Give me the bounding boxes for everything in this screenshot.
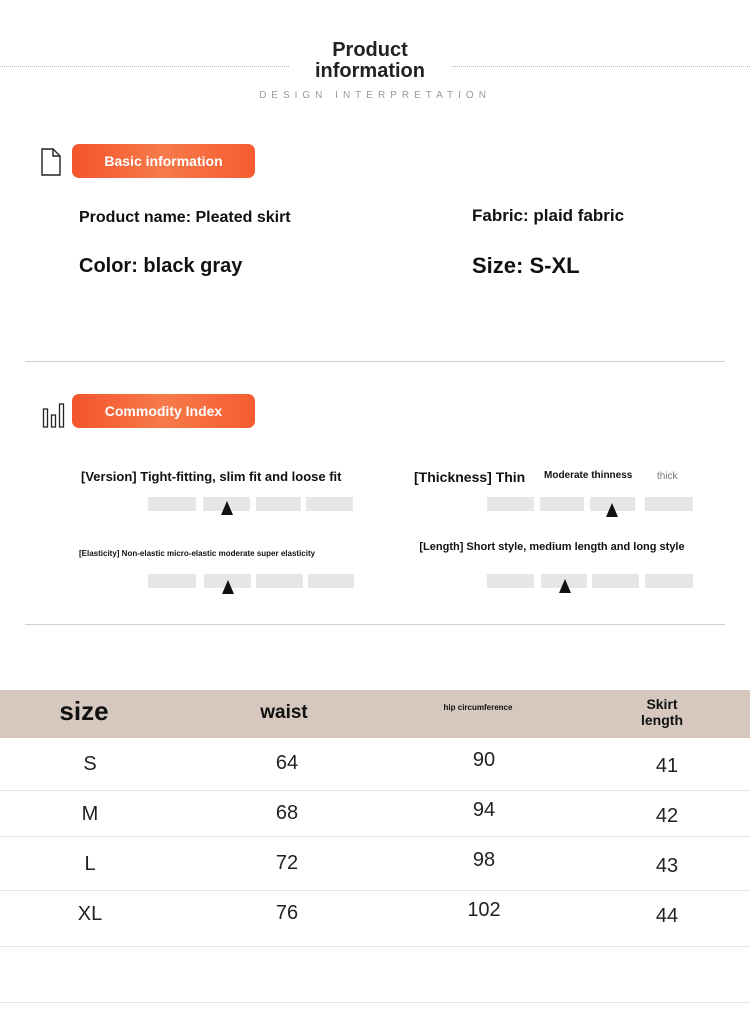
elasticity-scale-3 <box>256 574 303 588</box>
document-icon <box>40 148 62 176</box>
length-scale-4 <box>645 574 693 588</box>
thickness-scale-2 <box>540 497 584 511</box>
version-scale-3 <box>256 497 301 511</box>
table-cell-size: L <box>84 853 96 875</box>
thickness-scale-1 <box>487 497 534 511</box>
table-cell-waist: 68 <box>275 802 299 824</box>
table-row-divider <box>0 1002 750 1003</box>
header-rule-right <box>452 66 750 67</box>
table-cell-waist: 72 <box>275 852 299 874</box>
commodity-index-pill <box>72 394 255 428</box>
table-row-divider <box>0 790 750 791</box>
table-cell-size: M <box>81 803 99 825</box>
length-marker-icon <box>559 579 571 593</box>
section-divider <box>25 361 725 362</box>
commodity-index-pill-label: Commodity Index <box>104 403 223 419</box>
length-scale-1 <box>487 574 534 588</box>
elasticity-scale-4 <box>308 574 354 588</box>
basic-info-pill <box>72 144 255 178</box>
color: Color: black gray <box>79 255 243 277</box>
table-cell-hip: 98 <box>472 849 496 871</box>
bar-chart-icon <box>42 402 66 428</box>
table-row-divider <box>0 890 750 891</box>
col-header-waist: waist <box>260 702 308 723</box>
thickness-option-moderate: Moderate thinness <box>544 470 633 481</box>
thickness-marker-icon <box>606 503 618 517</box>
table-cell-hip: 102 <box>467 899 501 921</box>
thickness-label: [Thickness] Thin <box>414 469 526 485</box>
thickness-option-thick: thick <box>657 471 678 482</box>
table-cell-skirt-length: 42 <box>655 805 679 827</box>
basic-info-pill-label: Basic information <box>104 153 223 169</box>
elasticity-marker-icon <box>222 580 234 594</box>
product-name: Product name: Pleated skirt <box>79 209 291 226</box>
thickness-scale-4 <box>645 497 693 511</box>
elasticity-label: [Elasticity] Non-elastic micro-elastic moderate super elasticity <box>79 549 316 558</box>
fabric: Fabric: plaid fabric <box>472 206 625 225</box>
size-range: Size: S-XL <box>472 253 580 278</box>
length-label: [Length] Short style, medium length and long style <box>419 541 685 553</box>
table-cell-hip: 90 <box>472 749 496 771</box>
col-header-size: size <box>59 696 109 726</box>
table-cell-size: XL <box>77 903 103 925</box>
col-header-hip: hip circumference <box>443 703 513 712</box>
length-scale-3 <box>592 574 639 588</box>
section-divider <box>25 624 725 625</box>
table-cell-waist: 64 <box>275 752 299 774</box>
page-title: Product information <box>290 40 450 82</box>
table-cell-skirt-length: 41 <box>655 755 679 777</box>
table-row-divider <box>0 946 750 947</box>
table-cell-skirt-length: 44 <box>655 905 679 927</box>
table-cell-waist: 76 <box>275 902 299 924</box>
table-row-divider <box>0 836 750 837</box>
page-subtitle: DESIGN INTERPRETATION <box>259 90 491 101</box>
col-header-skirt-length: Skirt length <box>641 696 683 728</box>
table-cell-size: S <box>83 753 97 775</box>
table-cell-skirt-length: 43 <box>655 855 679 877</box>
elasticity-scale-1 <box>148 574 196 588</box>
version-label: [Version] Tight-fitting, slim fit and loose fit <box>81 469 342 484</box>
version-scale-4 <box>306 497 353 511</box>
version-scale-1 <box>148 497 196 511</box>
table-cell-hip: 94 <box>472 799 496 821</box>
header-rule-left <box>0 66 295 67</box>
version-marker-icon <box>221 501 233 515</box>
